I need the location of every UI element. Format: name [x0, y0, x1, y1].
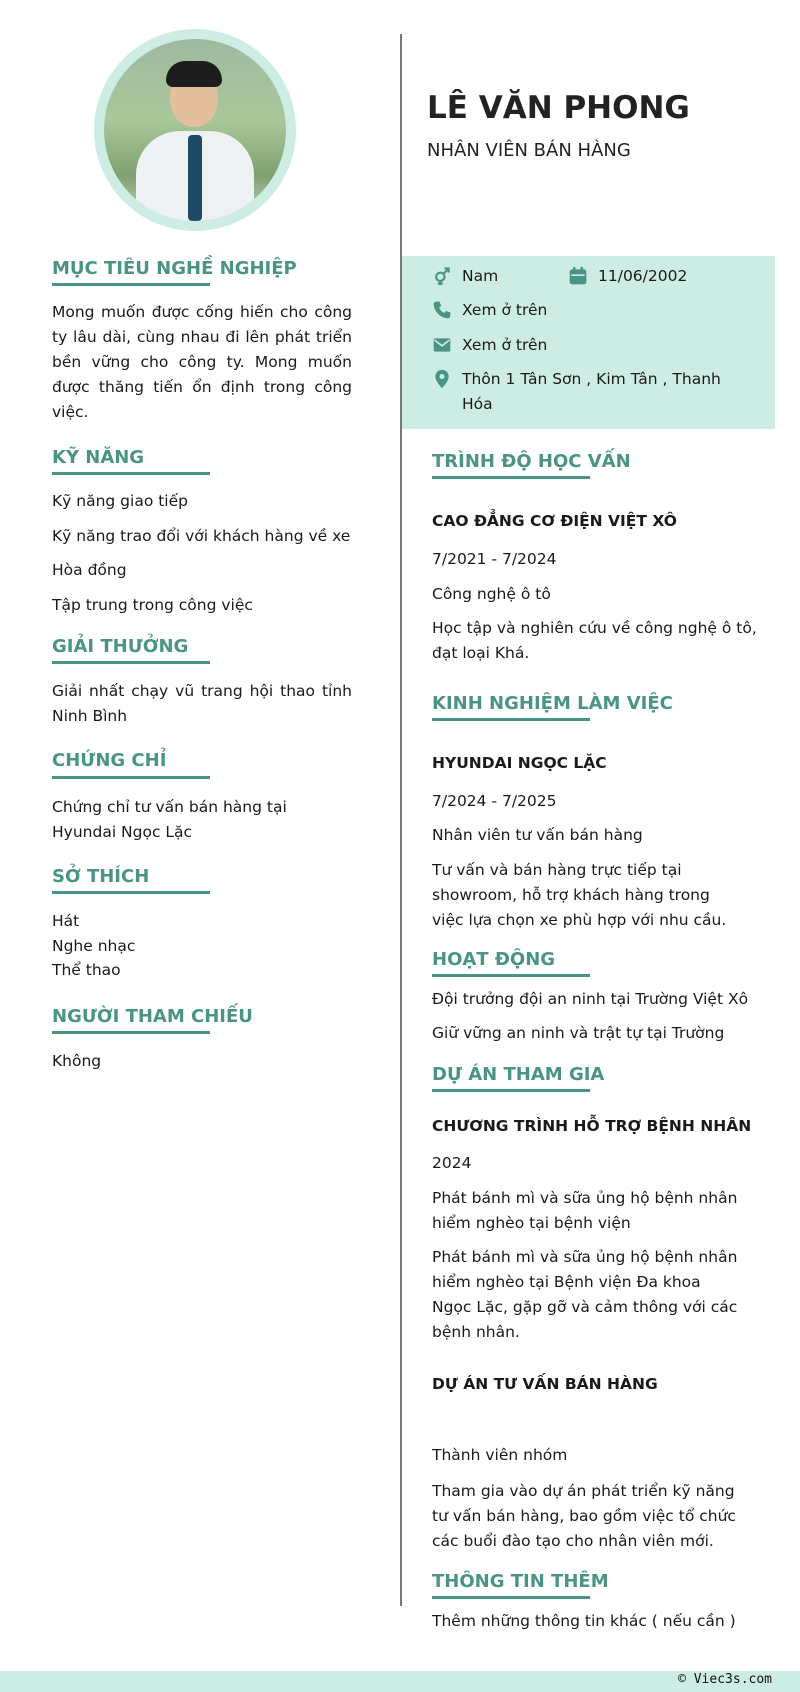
gender-icon	[432, 266, 452, 286]
projects-underline	[432, 1089, 590, 1092]
phone-icon	[432, 300, 452, 320]
footer-credit: © Viec3s.com	[678, 1672, 772, 1687]
education-period: 7/2021 - 7/2024	[432, 550, 557, 568]
activity-item: Đội trưởng đội an ninh tại Trường Việt Xô	[432, 990, 749, 1008]
additional-text: Thêm những thông tin khác ( nếu cần )	[432, 1612, 736, 1630]
certificates-title: CHỨNG CHỈ	[52, 750, 167, 771]
phone-value: Xem ở trên	[462, 301, 548, 319]
experience-title: KINH NGHIỆM LÀM VIỆC	[432, 693, 673, 714]
references-text: Không	[52, 1052, 102, 1070]
avatar	[94, 29, 296, 231]
skill-item: Hòa đồng	[52, 561, 127, 579]
project-name: DỰ ÁN TƯ VẤN BÁN HÀNG	[432, 1375, 658, 1393]
skill-item: Tập trung trong công việc	[52, 596, 253, 614]
experience-underline	[432, 718, 590, 721]
awards-underline	[52, 661, 210, 664]
project-role: Thành viên nhóm	[432, 1446, 568, 1464]
job-title: NHÂN VIÊN BÁN HÀNG	[427, 140, 631, 161]
address-line-2: Hóa	[462, 395, 493, 413]
hobby-item: Thể thao	[52, 961, 121, 979]
email-value: Xem ở trên	[462, 336, 548, 354]
profile-photo	[104, 39, 286, 221]
experience-period: 7/2024 - 7/2025	[432, 792, 557, 810]
candidate-name: LÊ VĂN PHONG	[427, 90, 690, 126]
experience-company: HYUNDAI NGỌC LẶC	[432, 754, 607, 772]
project-role: Phát bánh mì và sữa ủng hộ bệnh nhân hiểm nghèo tại bệnh viện	[432, 1189, 738, 1232]
education-title: TRÌNH ĐỘ HỌC VẤN	[432, 451, 631, 472]
project-name: CHƯƠNG TRÌNH HỖ TRỢ BỆNH NHÂN	[432, 1117, 752, 1135]
objective-underline	[52, 283, 210, 286]
project-year: 2024	[432, 1154, 472, 1172]
activities-underline	[432, 974, 590, 977]
skills-title: KỸ NĂNG	[52, 447, 145, 468]
certificates-text: Chứng chỉ tư vấn bán hàng tại Hyundai Ngọc Lặc	[52, 798, 287, 841]
birthday-value: 11/06/2002	[598, 267, 688, 285]
education-school: CAO ĐẲNG CƠ ĐIỆN VIỆT XÔ	[432, 512, 677, 530]
calendar-icon	[568, 266, 588, 286]
objective-text: Mong muốn được cống hiến cho công ty lâu dài, cùng nhau đi lên phát triển bền vững cho công ty. Mong muốn được thăng tiến ổn định trong công việc.	[52, 303, 352, 421]
skills-underline	[52, 472, 210, 475]
address-line-1: Thôn 1 Tân Sơn , Kim Tân , Thanh	[462, 370, 721, 388]
projects-title: DỰ ÁN THAM GIA	[432, 1064, 605, 1085]
additional-title: THÔNG TIN THÊM	[432, 1571, 609, 1592]
contact-panel	[402, 256, 775, 429]
gender-value: Nam	[462, 267, 499, 285]
additional-underline	[432, 1596, 590, 1599]
hobbies-underline	[52, 891, 210, 894]
hobby-item: Nghe nhạc	[52, 937, 136, 955]
location-icon	[432, 369, 452, 389]
project-description: Tham gia vào dự án phát triển kỹ năng tư vấn bán hàng, bao gồm việc tổ chức các buổi đào tạo cho nhân viên mới.	[432, 1482, 736, 1550]
education-description: Học tập và nghiên cứu về công nghệ ô tô, đạt loại Khá.	[432, 619, 757, 662]
activity-item: Giữ vững an ninh và trật tự tại Trường	[432, 1024, 725, 1042]
references-underline	[52, 1031, 210, 1034]
education-underline	[432, 476, 590, 479]
certificates-underline	[52, 776, 210, 779]
skill-item: Kỹ năng trao đổi với khách hàng về xe	[52, 527, 351, 545]
project-description: Phát bánh mì và sữa ủng hộ bệnh nhân hiểm nghèo tại Bệnh viện Đa khoa Ngọc Lặc, gặp gỡ và cảm thông với các bệnh nhân.	[432, 1248, 738, 1341]
email-icon	[432, 335, 452, 355]
footer-bar	[0, 1671, 800, 1692]
awards-text: Giải nhất chạy vũ trang hội thao tỉnh Ninh Bình	[52, 682, 352, 725]
references-title: NGƯỜI THAM CHIẾU	[52, 1006, 253, 1027]
education-major: Công nghệ ô tô	[432, 585, 551, 603]
hobbies-title: SỞ THÍCH	[52, 866, 150, 887]
activities-title: HOẠT ĐỘNG	[432, 949, 556, 970]
awards-title: GIẢI THƯỞNG	[52, 636, 189, 657]
experience-description: Tư vấn và bán hàng trực tiếp tại showroom, hỗ trợ khách hàng trong việc lựa chọn xe phù hợp với nhu cầu.	[432, 861, 727, 929]
experience-position: Nhân viên tư vấn bán hàng	[432, 826, 643, 844]
hobby-item: Hát	[52, 912, 80, 930]
skill-item: Kỹ năng giao tiếp	[52, 492, 188, 510]
objective-title: MỤC TIÊU NGHỀ NGHIỆP	[52, 258, 297, 279]
